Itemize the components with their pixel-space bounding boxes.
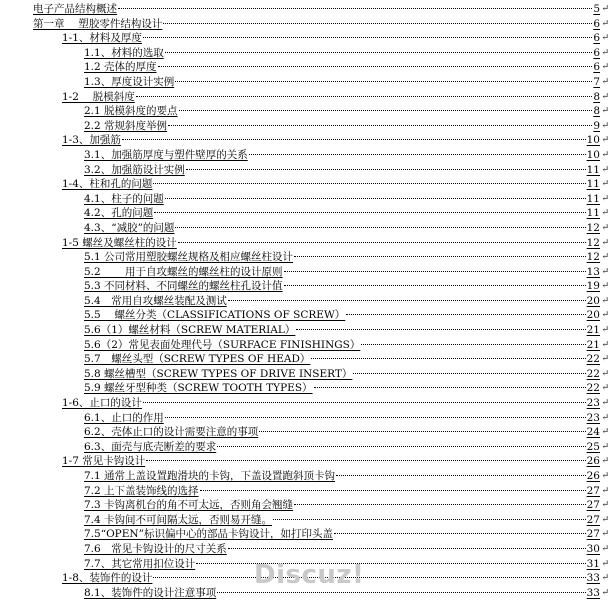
dot-leader (334, 525, 586, 534)
dot-leader (314, 379, 586, 388)
toc-entry-page: 6 (593, 32, 600, 45)
dot-leader (361, 336, 585, 345)
toc-entry-page: 10 (586, 134, 600, 147)
toc-entry-page: 33 (586, 586, 600, 599)
return-mark-icon: ↵ (601, 164, 609, 175)
return-mark-icon: ↵ (601, 91, 609, 102)
toc-entry-title: 7.1 通常上盖设置跑滑块的卡钩，下盖设置跑斜顶卡钩 (84, 470, 336, 482)
toc-entry-title: 6.1、止口的作用 (84, 411, 164, 424)
toc-entry-title: 1-5 螺丝及螺丝柱的设计 (62, 236, 177, 249)
toc-entry-title: 1-6、止口的设计 (62, 397, 142, 410)
return-mark-icon: ↵ (601, 543, 609, 554)
toc-entry-title: 4.2、孔的问题 (84, 207, 154, 220)
return-mark-icon: ↵ (601, 193, 609, 204)
toc-entry-title: 7.7、其它常用扣位设计 (84, 557, 196, 570)
dot-leader (353, 365, 585, 374)
toc-entry-title: 1.1、材料的选取 (84, 46, 164, 59)
return-mark-icon: ↵ (601, 500, 609, 511)
toc-entry-title: 7.2 上下盖装饰线的选择 (84, 484, 199, 497)
dot-leader (153, 569, 585, 578)
toc-entry-title: 5.6（1）螺丝材料（SCREW MATERIAL） (84, 324, 296, 337)
toc-entry-title: 2.1 脱模斜度的要点 (84, 105, 178, 118)
toc-entry-page: 24 (586, 426, 600, 439)
toc-entry-page: 10 (586, 148, 600, 161)
dot-leader (228, 292, 586, 301)
toc-entry-page: 6 (593, 17, 600, 30)
dot-leader (122, 131, 586, 140)
dot-leader (163, 15, 592, 24)
dot-leader (179, 102, 593, 111)
toc-entry-page: 11 (586, 178, 600, 191)
dot-leader (165, 190, 586, 199)
dot-leader (165, 44, 593, 53)
toc-entry-page: 6 (593, 46, 600, 59)
toc-entry-page: 22 (586, 367, 600, 380)
return-mark-icon: ↵ (601, 76, 609, 87)
toc-entry-page: 26 (586, 455, 600, 468)
return-mark-icon: ↵ (601, 471, 609, 481)
dot-leader (259, 423, 585, 432)
toc-entry-title: 1-4、柱和孔的问题 (62, 178, 153, 191)
return-mark-icon: ↵ (601, 106, 609, 117)
toc-entry-page: 12 (586, 236, 600, 249)
dot-leader (294, 248, 586, 257)
return-mark-icon: ↵ (601, 558, 609, 569)
return-mark-icon: ↵ (601, 149, 609, 160)
toc-entry-title: 1-8、装饰件的设计 (62, 572, 153, 585)
toc-entry-title: 5.8 螺丝槽型（SCREW TYPES OF DRIVE INSERT） (84, 367, 353, 380)
toc-entry-title: 7.6 常见卡钩设计的尺寸关系 (84, 542, 227, 555)
toc-entry-title: 5.3 不同材料、不同螺丝的螺丝柱孔设计值 (84, 280, 283, 293)
toc-entry-page: 25 (586, 440, 600, 453)
return-mark-icon: ↵ (601, 339, 609, 350)
toc-entry-title: 3.2、加强筋设计实例 (84, 163, 185, 176)
dot-leader (175, 73, 592, 82)
dot-leader (296, 321, 585, 330)
toc-entry-title: 4.3、“减胶”的问题 (84, 221, 175, 234)
toc-entry-page: 27 (586, 528, 600, 541)
toc-entry-page: 22 (586, 382, 600, 395)
dot-leader (228, 540, 586, 549)
return-mark-icon: ↵ (601, 325, 609, 336)
toc-entry-title: 4.1、柱子的问题 (84, 192, 164, 205)
return-mark-icon: ↵ (601, 266, 609, 277)
toc-entry-page: 22 (586, 353, 600, 366)
toc-entry-title: 8.1、装饰件的设计注意事项 (84, 586, 217, 599)
toc-entry-page: 27 (586, 499, 600, 512)
toc-entry-title: 7.4 卡钩间不可间隔太远，否则易开缝。 (84, 513, 273, 526)
dot-leader (146, 452, 585, 461)
toc-entry-title: 1.3、厚度设计实例 (84, 75, 175, 88)
toc-entry-page: 12 (586, 221, 600, 234)
return-mark-icon: ↵ (601, 120, 609, 131)
dot-leader (346, 306, 585, 315)
dot-leader (154, 204, 585, 213)
toc-entry-title: 5.9 螺丝牙型种类（SCREW TOOTH TYPES） (84, 382, 313, 395)
dot-leader (200, 482, 586, 491)
return-mark-icon: ↵ (601, 441, 609, 452)
return-mark-icon: ↵ (601, 237, 609, 248)
dot-leader (136, 88, 593, 97)
toc-entry-title: 2.2 常规斜度举例 (84, 119, 168, 132)
return-mark-icon: ↵ (601, 208, 609, 219)
toc-entry-title: 5.1 公司常用塑胶螺丝规格及相应螺丝柱设计 (84, 251, 294, 264)
dot-leader (284, 277, 586, 286)
return-mark-icon: ↵ (601, 295, 609, 306)
toc-entry-page: 21 (586, 338, 600, 351)
toc-entry-page: 11 (586, 163, 600, 176)
toc-entry-page: 6 (593, 61, 600, 74)
toc-entry-page: 31 (586, 557, 600, 570)
toc-entry-title: 第一章 塑胶零件结构设计 (33, 17, 163, 30)
toc-entry-title: 7.5“OPEN”标识偏中心的部品卡钩设计，如打印头盖 (84, 528, 333, 541)
return-mark-icon: ↵ (601, 587, 609, 598)
toc-entry-title: 1-3、加强筋 (62, 134, 121, 147)
toc-entry-page: 20 (586, 309, 600, 322)
toc-entry-page: 8 (593, 90, 600, 103)
toc-entry-page: 21 (586, 324, 600, 337)
return-mark-icon: ↵ (601, 412, 609, 423)
watermark-bang: ! (352, 560, 365, 590)
dot-leader (175, 219, 585, 228)
dot-leader (178, 234, 586, 243)
dot-leader (217, 438, 585, 447)
toc-entry-page: 20 (586, 294, 600, 307)
return-mark-icon: ↵ (601, 529, 609, 540)
toc-entry-title: 电子产品结构概述 (33, 3, 117, 15)
return-mark-icon: ↵ (601, 179, 609, 190)
toc-entry-page: 13 (586, 265, 600, 278)
toc-entry-title: 5.5 螺丝分类（CLASSIFICATIONS OF SCREW） (84, 309, 346, 322)
toc-entry-title: 6.3、面壳与底壳断差的要求 (84, 440, 217, 453)
toc-entry-title: 5.2 用于自攻螺丝的螺丝柱的设计原则 (84, 265, 283, 278)
dot-leader (249, 146, 586, 155)
toc-entry-title: 5.6（2）常见表面处理代号（SURFACE FINISHINGS） (84, 338, 361, 351)
toc-entry-page: 26 (586, 470, 600, 482)
return-mark-icon: ↵ (601, 456, 609, 467)
dot-leader (336, 467, 586, 476)
toc-entry-title: 7.3 卡钩离机台的角不可太远，否则角会翘缝 (84, 499, 294, 512)
return-mark-icon: ↵ (601, 62, 609, 73)
toc-entry-title: 1-1、材料及厚度 (62, 32, 142, 45)
dot-leader (311, 350, 585, 359)
dot-leader (143, 394, 586, 403)
return-mark-icon: ↵ (601, 135, 609, 146)
return-mark-icon: ↵ (601, 368, 609, 379)
toc-entry-page: 11 (586, 207, 600, 220)
return-mark-icon: ↵ (601, 514, 609, 525)
table-of-contents (0, 2, 612, 600)
return-mark-icon: ↵ (601, 573, 609, 584)
return-mark-icon: ↵ (601, 354, 609, 365)
dot-leader (153, 175, 585, 184)
toc-entry-title: 3.1、加强筋厚度与塑件壁厚的关系 (84, 148, 248, 161)
toc-entry-page: 7 (593, 75, 600, 88)
dot-leader (158, 58, 593, 67)
toc-entry-title: 1-7 常见卡钩设计 (62, 455, 146, 468)
toc-entry-page: 23 (586, 397, 600, 410)
return-mark-icon: ↵ (601, 4, 609, 14)
watermark-text: Discuz (254, 560, 353, 590)
toc-entry-page: 8 (593, 105, 600, 118)
dot-leader (165, 409, 586, 418)
toc-entry-page: 9 (593, 119, 600, 132)
toc-entry-page: 30 (586, 542, 600, 555)
toc-entry-page: 19 (586, 280, 600, 293)
dot-leader (118, 0, 592, 9)
toc-entry-title: 5.4 常用自攻螺丝装配及测试 (84, 294, 227, 307)
return-mark-icon: ↵ (601, 33, 609, 44)
toc-entry-title: 6.2、壳体止口的设计需要注意的事项 (84, 426, 259, 439)
toc-entry-page: 23 (586, 411, 600, 424)
toc-entry-title: 1.2 壳体的厚度 (84, 61, 157, 74)
toc-entry-page: 27 (586, 513, 600, 526)
return-mark-icon: ↵ (601, 427, 609, 438)
toc-entry-page: 5 (593, 3, 600, 15)
return-mark-icon: ↵ (601, 222, 609, 233)
toc-entry-page: 12 (586, 251, 600, 264)
return-mark-icon: ↵ (601, 281, 609, 292)
return-mark-icon: ↵ (601, 310, 609, 321)
return-mark-icon: ↵ (601, 252, 609, 263)
return-mark-icon: ↵ (601, 47, 609, 58)
return-mark-icon: ↵ (601, 398, 609, 409)
dot-leader (294, 496, 586, 505)
toc-entry-title: 5.7 螺丝头型（SCREW TYPES OF HEAD） (84, 353, 311, 366)
dot-leader (273, 511, 586, 520)
return-mark-icon: ↵ (601, 383, 609, 394)
dot-leader (186, 161, 586, 170)
discuz-watermark (254, 560, 364, 590)
return-mark-icon: ↵ (601, 18, 609, 29)
return-mark-icon: ↵ (601, 485, 609, 496)
dot-leader (168, 117, 592, 126)
dot-leader (143, 29, 592, 38)
toc-entry-title: 1-2 脱模斜度 (62, 90, 135, 103)
toc-entry-page: 27 (586, 484, 600, 497)
toc-entry-page: 11 (586, 192, 600, 205)
dot-leader (284, 263, 586, 272)
toc-entry-page: 33 (586, 572, 600, 585)
